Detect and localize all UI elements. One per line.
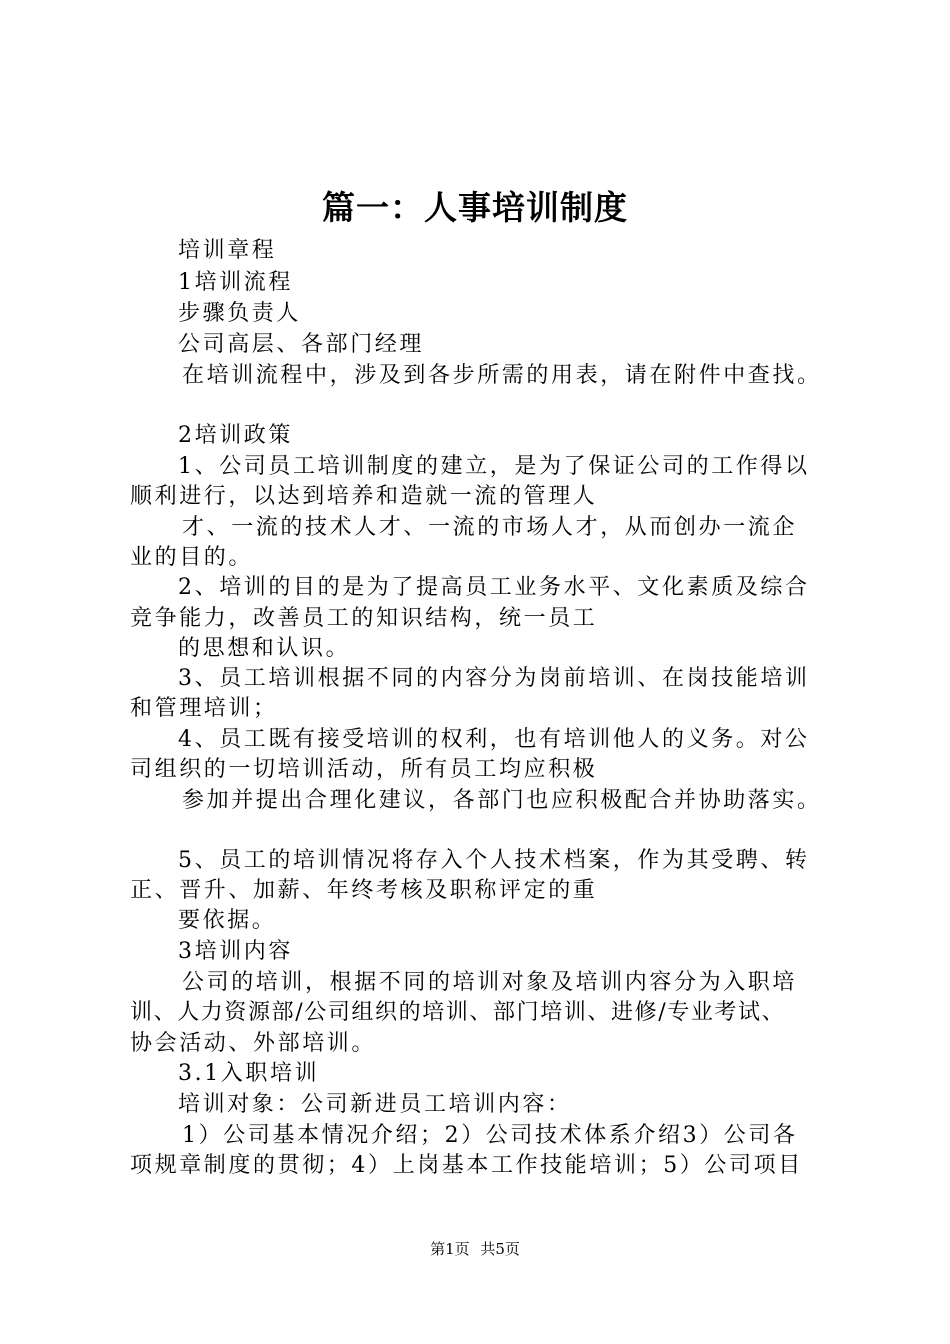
body-line: 4、员工既有接受培训的权利，也有培训他人的义务。对公 bbox=[178, 727, 810, 752]
document-title: 篇一：人事培训制度 bbox=[322, 188, 628, 227]
body-line: 参加并提出合理化建议，各部门也应积极配合并协助落实。 bbox=[182, 788, 822, 813]
body-line: 3、员工培训根据不同的内容分为岗前培训、在岗技能培训 bbox=[178, 666, 810, 691]
body-line: 培训对象：公司新进员工培训内容： bbox=[178, 1092, 572, 1117]
body-line: 2、培训的目的是为了提高员工业务水平、文化素质及综合 bbox=[178, 575, 810, 600]
body-line: 3.1入职培训 bbox=[178, 1061, 320, 1086]
body-line: 竞争能力，改善员工的知识结构，统一员工 bbox=[130, 606, 598, 631]
body-line: 的思想和认识。 bbox=[178, 636, 351, 661]
body-line: 在培训流程中，涉及到各步所需的用表，请在附件中查找。 bbox=[182, 363, 822, 388]
body-line: 1、公司员工培训制度的建立，是为了保证公司的工作得以 bbox=[178, 454, 810, 479]
body-line: 公司高层、各部门经理 bbox=[178, 332, 425, 357]
body-line: 项规章制度的贯彻；4）上岗基本工作技能培训；5）公司项目 bbox=[130, 1153, 803, 1178]
body-line: 2培训政策 bbox=[178, 423, 293, 448]
body-line: 培训章程 bbox=[178, 238, 277, 263]
body-line: 司组织的一切培训活动，所有员工均应积极 bbox=[130, 757, 598, 782]
body-line: 协会活动、外部培训。 bbox=[130, 1031, 377, 1056]
body-line: 和管理培训； bbox=[130, 696, 278, 721]
body-line: 步骤负责人 bbox=[178, 301, 302, 326]
body-line: 才、一流的技术人才、一流的市场人才，从而创办一流企 bbox=[182, 515, 798, 540]
page-number: 第1页 bbox=[430, 1240, 470, 1258]
body-line: 5、员工的培训情况将存入个人技术档案，作为其受聘、转 bbox=[178, 848, 810, 873]
page-footer bbox=[0, 1238, 950, 1260]
body-line: 业的目的。 bbox=[130, 545, 254, 570]
body-line: 训、人力资源部/公司组织的培训、部门培训、进修/专业考试、 bbox=[130, 1000, 786, 1025]
body-line: 公司的培训，根据不同的培训对象及培训内容分为入职培 bbox=[182, 970, 798, 995]
body-line: 1）公司基本情况介绍；2）公司技术体系介绍3）公司各 bbox=[182, 1123, 798, 1148]
page-total: 共5页 bbox=[480, 1240, 520, 1258]
body-line: 1培训流程 bbox=[178, 270, 293, 295]
body-line: 正、晋升、加薪、年终考核及职称评定的重 bbox=[130, 878, 598, 903]
body-line: 3培训内容 bbox=[178, 939, 293, 964]
body-line: 顺利进行，以达到培养和造就一流的管理人 bbox=[130, 484, 598, 509]
body-line: 要依据。 bbox=[178, 908, 277, 933]
